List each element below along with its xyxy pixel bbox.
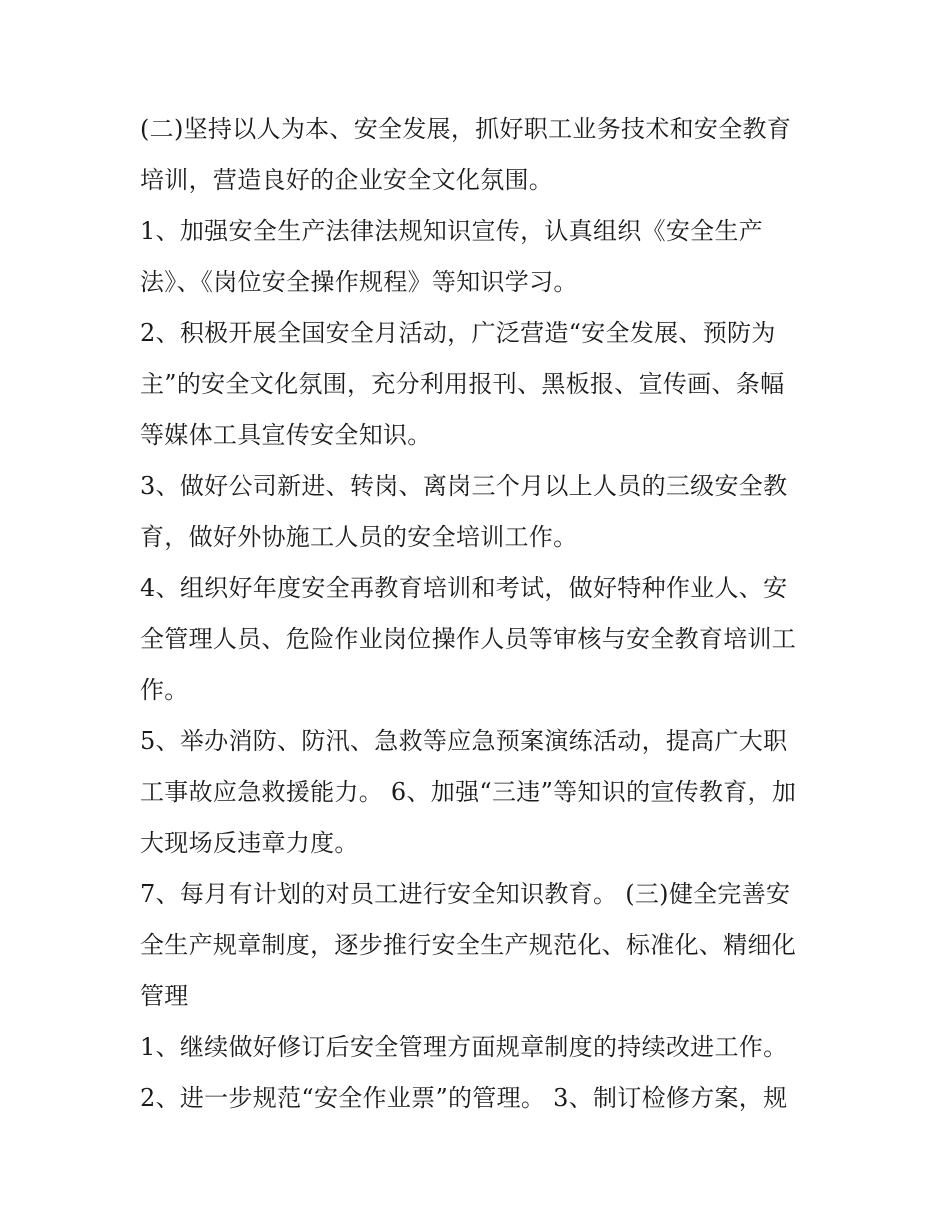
- text-line: 培训，营造良好的企业安全文化氛围。: [140, 166, 554, 194]
- text-line: 2、积极开展全国安全月活动，广泛营造“安全发展、预防为: [140, 319, 776, 347]
- text-line: 全生产规章制度，逐步推行安全生产规范化、标准化、精细化: [140, 931, 797, 959]
- paragraph-section-2-heading: [140, 104, 820, 206]
- text-line: 育，做好外协施工人员的安全培训工作。: [140, 523, 578, 551]
- text-line: 5、举办消防、防汛、急救等应急预案演练活动，提高广大职: [140, 727, 788, 755]
- paragraph-item-4: [140, 563, 820, 716]
- text-line: 1、加强安全生产法律法规知识宣传，认真组织《安全生产: [140, 217, 764, 245]
- paragraph-section-3-item-1: [140, 1022, 820, 1073]
- paragraph-item-5-6: [140, 716, 820, 869]
- paragraph-item-7-section-3: [140, 869, 820, 1022]
- text-line: 主”的安全文化氛围，充分利用报刊、黑板报、宣传画、条幅: [140, 370, 785, 398]
- text-line: 7、每月有计划的对员工进行安全知识教育。 (三)健全完善安: [140, 880, 791, 908]
- paragraph-section-3-item-2-3: [140, 1073, 820, 1124]
- paragraph-item-2: [140, 308, 820, 461]
- text-line: (二)坚持以人为本、安全发展，抓好职工业务技术和安全教育: [140, 115, 792, 143]
- text-line: 4、组织好年度安全再教育培训和考试，做好特种作业人、安: [140, 574, 788, 602]
- paragraph-item-3: [140, 461, 820, 563]
- text-line: 等媒体工具宣传安全知识。: [140, 421, 432, 449]
- text-line: 作。: [140, 676, 189, 704]
- text-line: 法》、《岗位安全操作规程》等知识学习。: [140, 268, 578, 296]
- text-line: 工事故应急救援能力。 6、加强“三违”等知识的宣传教育，加: [140, 778, 797, 806]
- document-body: [140, 104, 820, 1124]
- text-line: 管理: [140, 982, 189, 1010]
- text-line: 全管理人员、危险作业岗位操作人员等审核与安全教育培训工: [140, 625, 797, 653]
- text-line: 3、做好公司新进、转岗、离岗三个月以上人员的三级安全教: [140, 472, 788, 500]
- paragraph-item-1: [140, 206, 820, 308]
- text-line: 2、进一步规范“安全作业票”的管理。 3、制订检修方案，规: [140, 1084, 788, 1112]
- text-line: 1、继续做好修订后安全管理方面规章制度的持续改进工作。: [140, 1033, 788, 1061]
- text-line: 大现场反违章力度。: [140, 829, 359, 857]
